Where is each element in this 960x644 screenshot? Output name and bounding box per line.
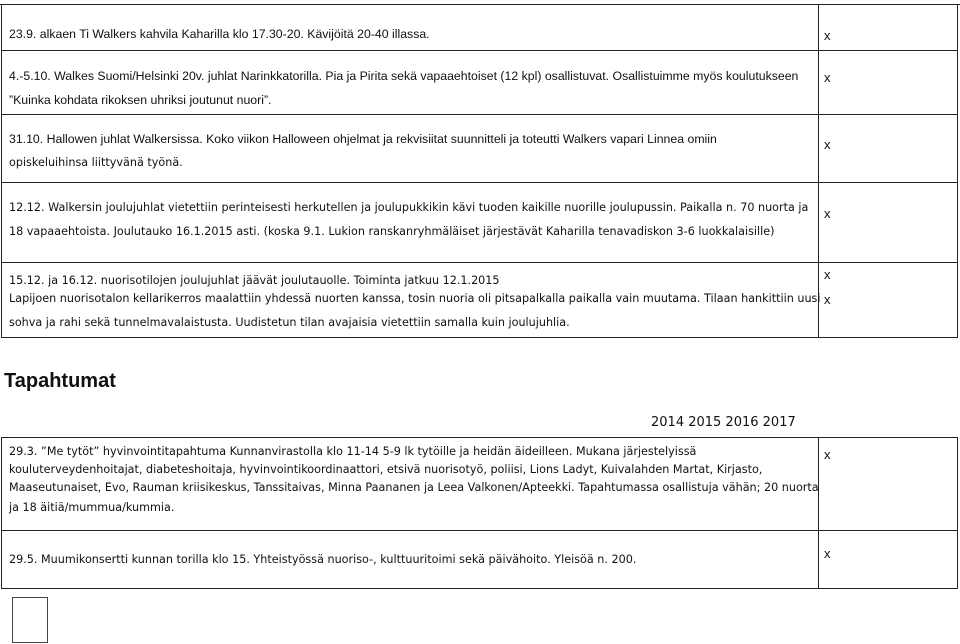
row-text: Lapijoen nuorisotalon kellarikerros maalattiin yhdessä nuorten kanssa, tosin nuoria oli pitsapalkalla paikalla vain muutama. Tilaan hankittiin uusi: [9, 292, 821, 305]
row-text: 12.12. Walkersin joulujuhlat vietettiin perinteisesti herkutellen ja joulupukkikin kävi tuoden kaikille nuorille joulupussin. Paikalla n. 70 nuorta ja: [9, 201, 809, 214]
table2-column-divider: [818, 437, 819, 589]
row-divider: [1, 50, 958, 51]
row-text: 23.9. alkaen Ti Walkers kahvila Kaharilla klo 17.30-20. Kävijöitä 20-40 illassa.: [9, 27, 430, 41]
table-bottom-border: [1, 337, 958, 338]
year-headers: 2014 2015 2016 2017: [651, 415, 796, 430]
event-text: Maaseutunaiset, Evo, Rauman kriisikeskus, Tanssitaivas, Minna Paananen ja Leea Valkonen/Apteekki. Tapahtumassa osallistuja vähän; 20 nuorta: [9, 481, 819, 494]
row-mark: x: [824, 70, 831, 85]
row-text: 4.-5.10. Walkes Suomi/Helsinki 20v. juhlat Narinkkatorilla. Pia ja Pirita sekä vapaaehtoiset (12 kpl) osallistuvat. Osallistuimme myös koulutukseen: [9, 69, 799, 83]
event-text: kouluterveydenhoitajat, diabeteshoitaja, hyvinvointikoordinaattori, etsivä nuorisotyö, poliisi, Lions Ladyt, Kuivalahden Martat, Kirjasto,: [9, 463, 763, 476]
row-text: opiskeluihinsa liittyvänä työnä.: [9, 156, 183, 169]
row-text: ”Kuinka kohdata rikoksen uhriksi joutunut nuori”.: [9, 93, 272, 107]
row-mark: x: [824, 137, 831, 152]
table-column-divider: [818, 4, 819, 338]
row-divider: [1, 262, 958, 263]
section-title: Tapahtumat: [4, 370, 116, 392]
row-mark: x: [824, 447, 831, 462]
row-mark: x: [824, 546, 831, 561]
row-mark: x: [824, 267, 831, 282]
table-left-border: [1, 4, 2, 338]
event-text: ja 18 äitiä/mummua/kummia.: [9, 501, 175, 514]
table-right-border: [957, 4, 958, 338]
empty-cell-box: [12, 597, 48, 643]
row-divider: [1, 114, 958, 115]
row-mark: x: [824, 28, 831, 43]
table2-top-border: [1, 437, 958, 438]
table2-left-border: [1, 437, 2, 589]
row-divider: [1, 530, 958, 531]
row-text: 18 vapaaehtoista. Joulutauko 16.1.2015 asti. (koska 9.1. Lukion ranskanryhmäläiset järjestävät Kaharilla tenavadiskon 3-6 luokkalaisille): [9, 225, 775, 238]
row-divider: [1, 182, 958, 183]
row-text: 31.10. Hallowen juhlat Walkersissa. Koko viikon Halloween ohjelmat ja rekvisiitat suunnitteli ja toteutti Walkers vapari Linnea omiin: [9, 132, 717, 146]
row-mark: x: [824, 206, 831, 221]
table-top-border: [0, 4, 960, 5]
event-text: 29.5. Muumikonsertti kunnan torilla klo 15. Yhteistyössä nuoriso-, kulttuuritoimi sekä päivähoito. Yleisöä n. 200.: [9, 553, 637, 566]
table2-bottom-border: [1, 588, 958, 589]
row-mark: x: [824, 292, 831, 307]
row-text: 15.12. ja 16.12. nuorisotilojen joulujuhlat jäävät joulutauolle. Toiminta jatkuu 12.1.2015: [9, 274, 500, 287]
event-text: 29.3. ”Me tytöt” hyvinvointitapahtuma Kunnanvirastolla klo 11-14 5-9 lk tytöille ja heidän äideilleen. Mukana järjestelyissä: [9, 445, 697, 458]
row-text: sohva ja rahi sekä tunnelmavalaistusta. Uudistetun tilan avajaisia vietettiin samalla kuin joulujuhlia.: [9, 316, 570, 329]
table2-right-border: [957, 437, 958, 589]
